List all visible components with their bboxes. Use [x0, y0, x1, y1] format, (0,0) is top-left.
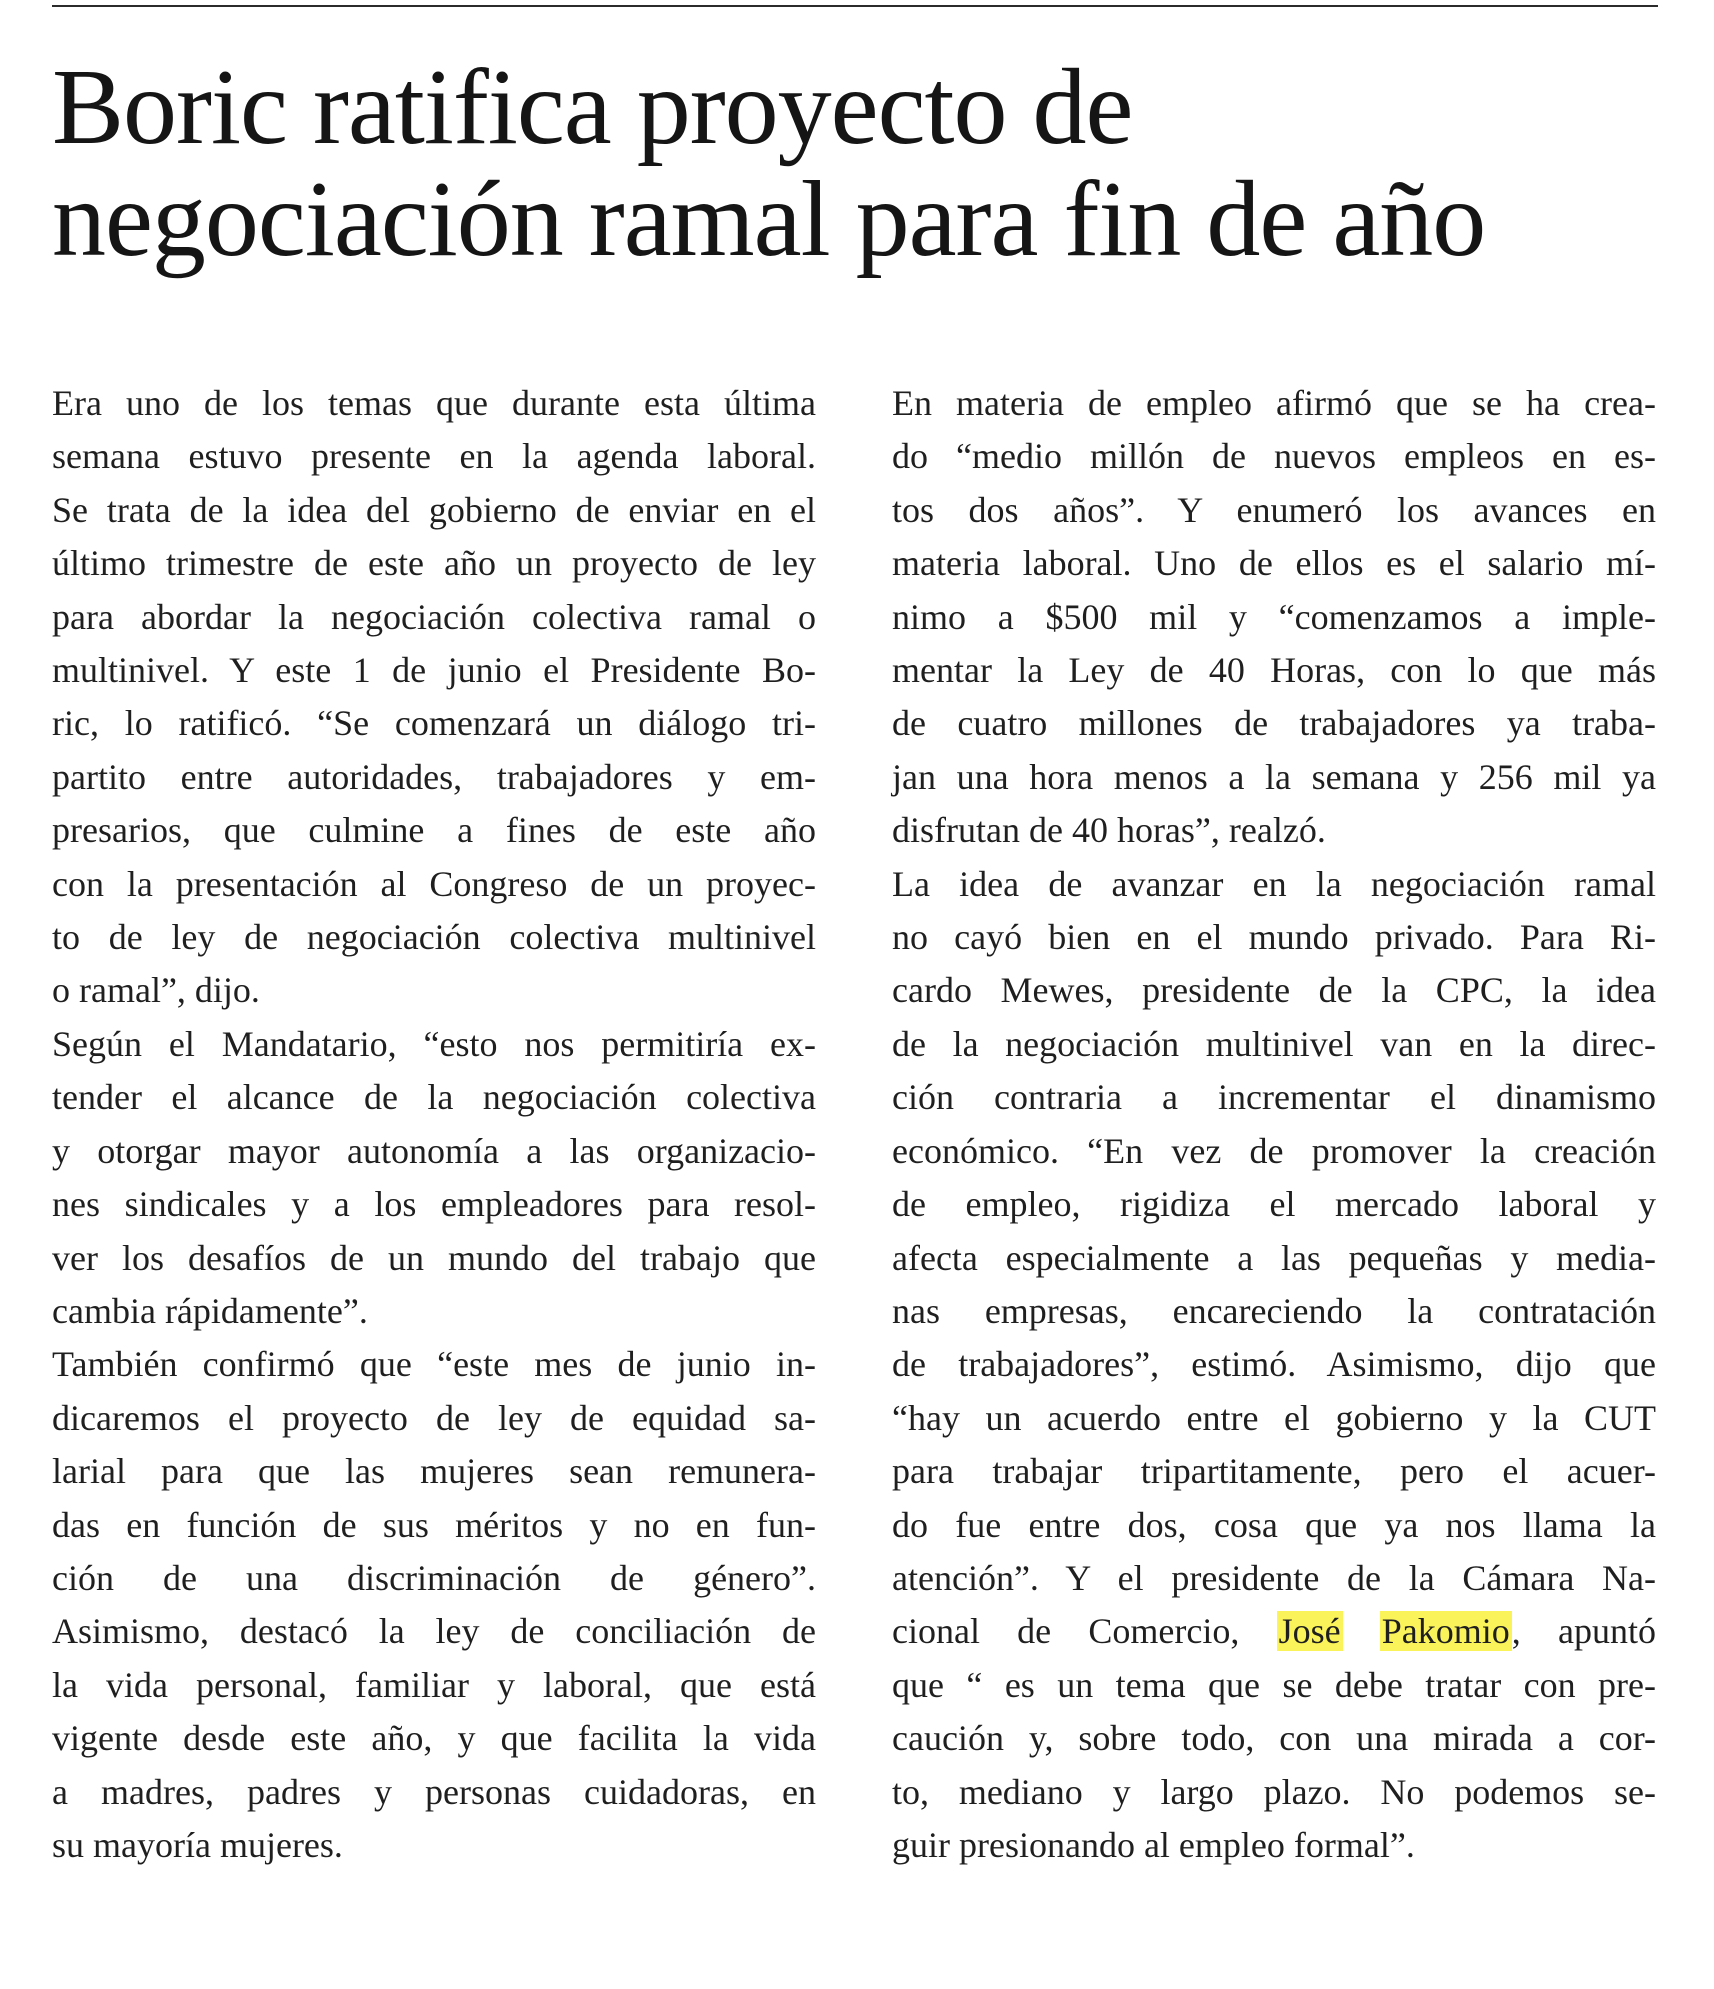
text-fragment: cional de Comercio, — [892, 1611, 1277, 1652]
text-line: no cayó bien en el mundo privado. Para Ri- — [892, 917, 1656, 958]
text-line: presarios, que culmine a fines de este año — [52, 810, 816, 851]
paragraph — [52, 1018, 816, 1338]
text-line: nimo a $500 mil y “comenzamos a imple- — [892, 596, 1656, 637]
text-line: que “ es un tema que se debe tratar con pre- — [892, 1664, 1656, 1705]
text-line: disfrutan de 40 horas”, realzó. — [892, 810, 1326, 851]
text-line: do “medio millón de nuevos empleos en es- — [892, 436, 1656, 477]
text-fragment: , apuntó — [1511, 1611, 1656, 1652]
text-line: La idea de avanzar en la negociación ramal — [892, 863, 1656, 904]
text-line: para trabajar tripartitamente, pero el acuer- — [892, 1451, 1656, 1492]
text-line: último trimestre de este año un proyecto de ley — [52, 543, 816, 584]
text-line: semana estuvo presente en la agenda laboral. — [52, 436, 816, 477]
text-line: cambia rápidamente”. — [52, 1290, 368, 1331]
paragraph — [52, 377, 816, 1018]
text-line: guir presionando al empleo formal”. — [892, 1824, 1415, 1865]
text-line: o ramal”, dijo. — [52, 970, 260, 1011]
text-line: materia laboral. Uno de ellos es el salario mí- — [892, 543, 1656, 584]
text-line: tender el alcance de la negociación colectiva — [52, 1077, 816, 1118]
text-line: Según el Mandatario, “esto nos permitiría ex- — [52, 1023, 816, 1064]
text-line: de empleo, rigidiza el mercado laboral y — [892, 1184, 1656, 1225]
text-line: afecta especialmente a las pequeñas y media- — [892, 1237, 1656, 1278]
text-line: ric, lo ratificó. “Se comenzará un diálogo tri- — [52, 703, 816, 744]
text-line: su mayoría mujeres. — [52, 1824, 343, 1865]
text-line: de la negociación multinivel van en la direc- — [892, 1023, 1656, 1064]
text-line: Era uno de los temas que durante esta última — [52, 383, 816, 423]
text-line: cardo Mewes, presidente de la CPC, la idea — [892, 970, 1656, 1011]
text-line: dicaremos el proyecto de ley de equidad sa- — [52, 1397, 816, 1438]
left-column — [52, 377, 816, 1872]
text-line: la vida personal, familiar y laboral, que está — [52, 1664, 816, 1705]
text-line: atención”. Y el presidente de la Cámara Na- — [892, 1557, 1656, 1598]
text-line: to de ley de negociación colectiva multinivel — [52, 917, 816, 958]
text-line: das en función de sus méritos y no en fun- — [52, 1504, 816, 1545]
highlighted-first-name: José — [1278, 1611, 1341, 1652]
text-line: vigente desde este año, y que facilita la vida — [52, 1718, 816, 1759]
text-line: partito entre autoridades, trabajadores y em- — [52, 756, 816, 797]
text-line: mentar la Ley de 40 Horas, con lo que más — [892, 650, 1656, 691]
right-column — [892, 377, 1656, 1872]
headline — [52, 48, 1672, 279]
text-line: También confirmó que “este mes de junio in- — [52, 1344, 816, 1385]
text-line: y otorgar mayor autonomía a las organizacio- — [52, 1130, 816, 1171]
text-line: ción de una discriminación de género”. — [52, 1557, 816, 1598]
text-line: nas empresas, encareciendo la contratación — [892, 1290, 1656, 1331]
text-fragment — [1343, 1611, 1380, 1651]
text-line: En materia de empleo afirmó que se ha crea- — [892, 383, 1656, 423]
text-line: multinivel. Y este 1 de junio el Presidente Bo- — [52, 650, 816, 691]
text-line: tos dos años”. Y enumeró los avances en — [892, 489, 1656, 530]
highlighted-last-name: Pakomio — [1381, 1611, 1510, 1652]
text-line: de trabajadores”, estimó. Asimismo, dijo que — [892, 1344, 1656, 1385]
text-line: ver los desafíos de un mundo del trabajo que — [52, 1237, 816, 1278]
text-line: to, mediano y largo plazo. No podemos se- — [892, 1771, 1656, 1812]
text-line: jan una hora menos a la semana y 256 mil ya — [892, 756, 1656, 797]
text-line: caución y, sobre todo, con una mirada a cor- — [892, 1718, 1656, 1759]
text-line: con la presentación al Congreso de un proyec- — [52, 863, 816, 904]
text-line: a madres, padres y personas cuidadoras, en — [52, 1771, 816, 1812]
text-line: nes sindicales y a los empleadores para resol- — [52, 1184, 816, 1225]
paragraph — [892, 858, 1656, 1873]
text-line: “hay un acuerdo entre el gobierno y la CUT — [892, 1397, 1656, 1438]
paragraph — [52, 1338, 816, 1872]
text-line: de cuatro millones de trabajadores ya traba- — [892, 703, 1656, 744]
text-line: do fue entre dos, cosa que ya nos llama la — [892, 1504, 1656, 1545]
top-rule — [52, 5, 1658, 7]
text-line: para abordar la negociación colectiva ramal o — [52, 596, 816, 637]
text-line: económico. “En vez de promover la creación — [892, 1130, 1656, 1171]
paragraph — [892, 377, 1656, 858]
text-line: larial para que las mujeres sean remunera- — [52, 1451, 816, 1492]
text-line: Asimismo, destacó la ley de conciliación de — [52, 1611, 816, 1652]
headline-line: Boric ratifica proyecto de — [52, 48, 1133, 167]
highlighted-text-line — [892, 1605, 1656, 1658]
text-line: ción contraria a incrementar el dinamismo — [892, 1077, 1656, 1118]
text-line: Se trata de la idea del gobierno de enviar en el — [52, 489, 816, 530]
headline-line: negociación ramal para fin de año — [52, 160, 1486, 279]
